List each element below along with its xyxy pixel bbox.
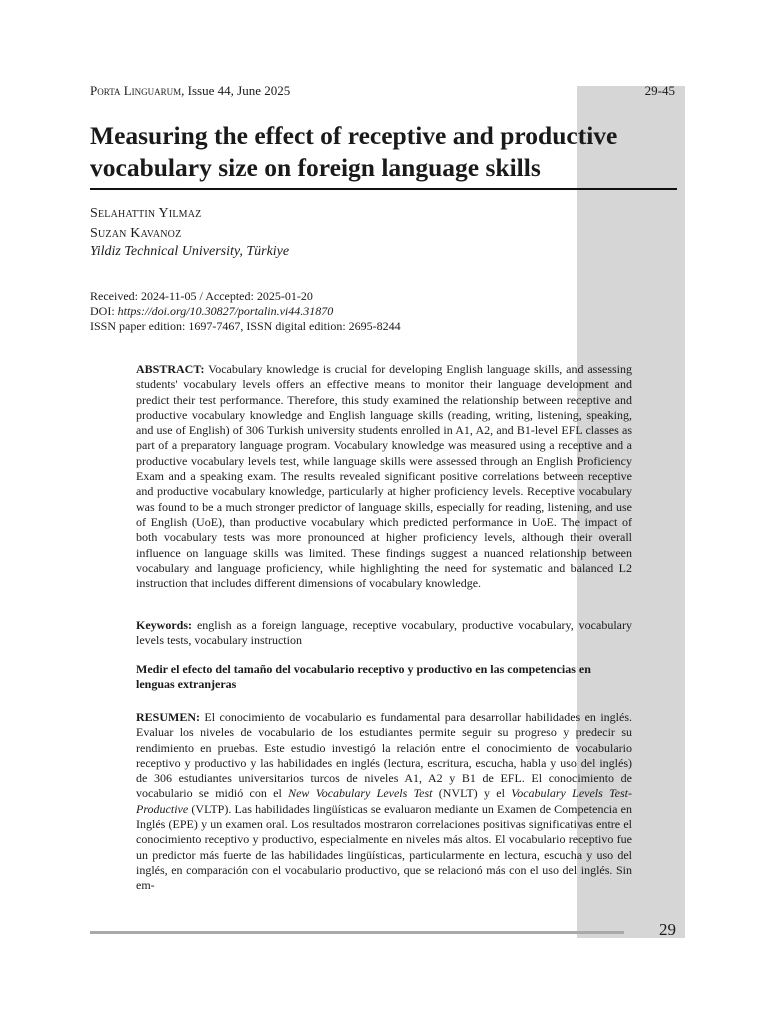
resumen-label: RESUMEN:: [136, 710, 201, 724]
page-range: 29-45: [644, 83, 675, 98]
abstract-text: Vocabulary knowledge is crucial for developing English language skills, and assessing students' vocabulary levels offers an effective means to monitor their language development and predict their test performance. Therefore, this study examined the relationship between receptive and productive vocabulary knowledge and English language skills (reading, writing, listening, speaking, and use of English) of 306 Turkish university students enrolled in A1, A2, and B1-level EFL classes as part of a preparatory language program. Vocabulary knowledge was measured using a receptive and a productive vocabulary levels test, while language skills were assessed through an English Proficiency Exam and a speaking exam. The results revealed significant positive correlations between receptive and productive vocabulary knowledge, particularly at higher proficiency levels. Receptive vocabulary was found to be a much stronger predictor of language skills, especially for reading, listening, and use of English (UoE), than productive vocabulary which predicted performance in UoE. The impact of both vocabulary tests was more pronounced at higher proficiency levels, although their overall influence on language skills was limited. These findings suggest a nuanced relationship between vocabulary and language proficiency, while highlighting the need for systematic and balanced L2 instruction that includes different dimensions of vocabulary knowledge.: [136, 362, 632, 591]
page-number: 29: [659, 920, 676, 939]
keywords-text: english as a foreign language, receptive vocabulary, productive vocabulary, vocabulary levels tests, vocabulary instruction: [136, 618, 632, 648]
spanish-title: Medir el efecto del tamaño del vocabulario receptivo y productivo en las competencias en lenguas extranjeras: [136, 662, 591, 692]
author-2: Suzan Kavanoz: [90, 226, 182, 241]
affiliation: Yildiz Technical University, Türkiye: [90, 244, 290, 259]
journal-issue: , Issue 44, June 2025: [181, 83, 291, 98]
resumen: [136, 710, 632, 894]
doi-label: DOI:: [90, 304, 118, 318]
journal-name: Porta Linguarum: [90, 83, 182, 98]
author-1: Selahattin Yilmaz: [90, 206, 202, 221]
issn-line: ISSN paper edition: 1697-7467, ISSN digital edition: 2695-8244: [90, 319, 401, 333]
resumen-text-1: El conocimiento de vocabulario es fundamental para desarrollar habilidades en inglés. Evaluar los niveles de vocabulario de los estudiantes permite seguir su progreso y predecir su rendimiento en pruebas. Este estudio investigó la relación entre el conocimiento de vocabulario receptivo y productivo y las habilidades en inglés (lectura, escritura, escucha, habla y uso del inglés) de 306 estudiantes universitarios turcos de niveles A1, A2 y B1 de EFL. El conocimiento de vocabulario se midió con el: [136, 710, 632, 801]
doi-line: [90, 304, 333, 319]
resumen-text-3: (VLTP). Las habilidades lingüísticas se evaluaron mediante un Examen de Competencia en Inglés (EPE) y un examen oral. Los resultados mostraron correlaciones positivas significativas entre el conocimiento receptivo y productivo, especialmente en niveles más altos. El vocabulario receptivo fue un predictor más fuerte de las habilidades lingüísticas, particularmente en lectura, escucha y uso del inglés, en comparación con el vocabulario productivo, que se relacionó más con el uso del inglés. Sin em-: [136, 801, 632, 893]
footer-rule: [90, 931, 624, 934]
abstract-label: ABSTRACT:: [136, 362, 205, 376]
title-divider: [90, 188, 677, 190]
keywords-label: Keywords:: [136, 618, 192, 632]
resumen-text-2: (NVLT) y el: [432, 786, 512, 801]
abstract: [136, 362, 632, 591]
keywords: [136, 618, 632, 649]
received-accepted-dates: Received: 2024-11-05 / Accepted: 2025-01-20: [90, 289, 313, 303]
running-header: [90, 83, 290, 99]
nvlt-title: New Vocabulary Levels Test: [288, 786, 433, 801]
doi-link[interactable]: https://doi.org/10.30827/portalin.vi44.31870: [117, 304, 334, 318]
article-title: Measuring the effect of receptive and productive vocabulary size on foreign language skills: [90, 121, 618, 182]
vltp-title: Vocabulary Levels Test-Productive: [136, 786, 632, 816]
